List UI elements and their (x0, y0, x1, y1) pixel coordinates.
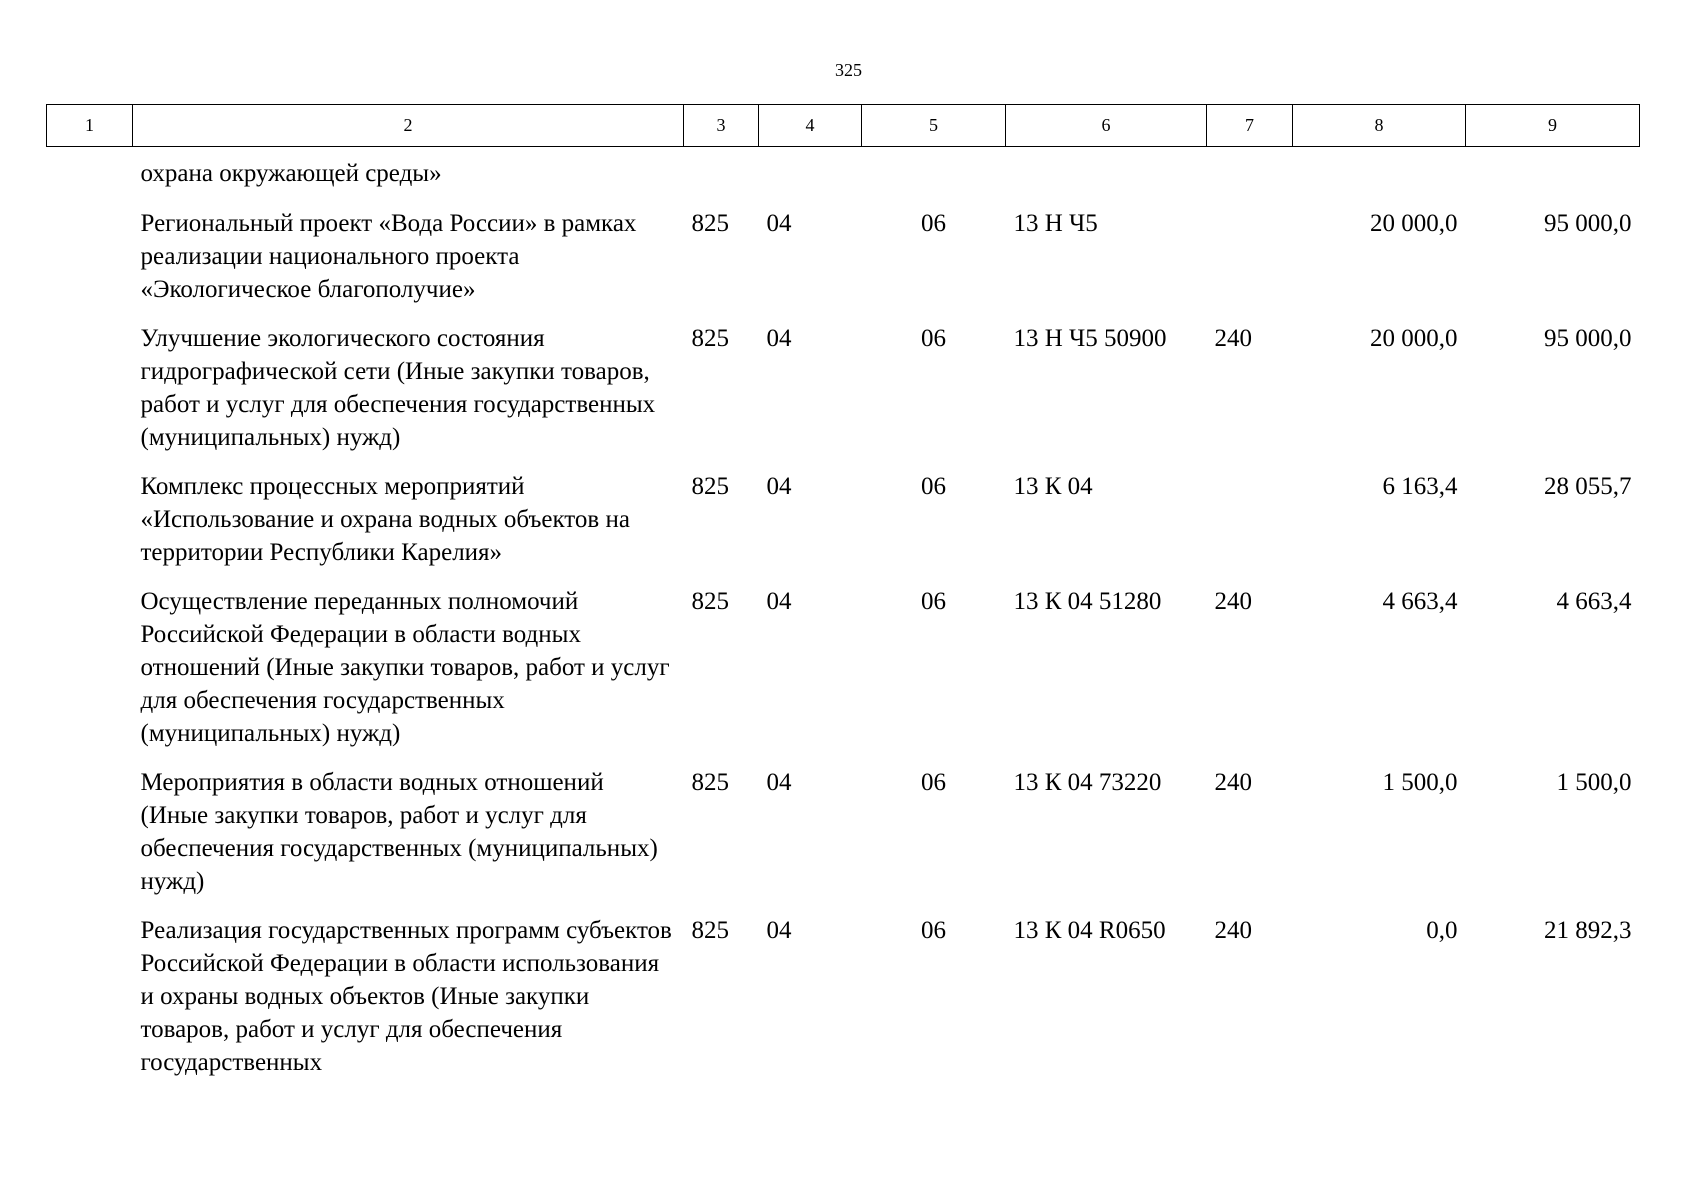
row-col-8: 1 500,0 (1382, 769, 1458, 796)
row-col-9: 95 000,0 (1544, 210, 1632, 237)
row-col-7: 240 (1214, 769, 1252, 796)
table-header (47, 105, 1640, 147)
row-col-6: 13 К 04 R0650 (1013, 917, 1166, 944)
table-row (47, 898, 1640, 1079)
row-name: Мероприятия в области водных отношений (Иные закупки товаров, работ и услуг для обеспечения государственных (муниципальных) нужд) (140, 769, 658, 895)
continuation-row (47, 147, 1640, 191)
row-col-6: 13 К 04 (1013, 473, 1093, 500)
row-col-4: 04 (766, 473, 792, 500)
row-col-5: 06 (921, 917, 946, 944)
row-col-7 (1207, 454, 1293, 569)
table-row (47, 454, 1640, 569)
header-row (47, 105, 1640, 147)
row-col-7: 240 (1214, 588, 1252, 615)
header-col-9: 9 (1466, 105, 1640, 147)
header-col-8: 8 (1293, 105, 1466, 147)
row-col-4: 04 (766, 210, 792, 237)
header-col-4: 4 (759, 105, 862, 147)
row-col-8: 20 000,0 (1370, 325, 1458, 352)
row-col-9: 21 892,3 (1544, 917, 1632, 944)
row-col-4: 04 (766, 588, 792, 615)
row-col-6: 13 Н Ч5 50900 (1013, 325, 1167, 352)
header-col-7: 7 (1207, 105, 1293, 147)
row-col-4: 04 (766, 917, 792, 944)
continuation-text: охрана окружающей среды» (140, 160, 442, 187)
row-col-7: 240 (1214, 917, 1252, 944)
row-name: Осуществление переданных полномочий Российской Федерации в области водных отношений (Иные закупки товаров, работ и услуг для обеспечения государственных (муниципальных) нужд) (140, 588, 670, 747)
row-col-4: 04 (766, 769, 792, 796)
row-col-9: 95 000,0 (1544, 325, 1632, 352)
row-col-6: 13 К 04 73220 (1013, 769, 1162, 796)
row-col-5: 06 (921, 588, 946, 615)
row-col-3: 825 (691, 325, 729, 352)
table-row (47, 190, 1640, 306)
row-col-7 (1207, 190, 1293, 306)
row-col-9: 28 055,7 (1544, 473, 1632, 500)
row-col-5: 06 (921, 473, 946, 500)
row-col-3: 825 (691, 473, 729, 500)
row-col-9: 1 500,0 (1556, 769, 1632, 796)
row-col-6: 13 Н Ч5 (1013, 210, 1098, 237)
row-col-3: 825 (691, 769, 729, 796)
row-name: Улучшение экологического состояния гидрографической сети (Иные закупки товаров, работ и услуг для обеспечения государственных (муниципальных) нужд) (140, 325, 656, 451)
row-col-8: 20 000,0 (1370, 210, 1458, 237)
table-row (47, 569, 1640, 750)
row-col-7: 240 (1214, 325, 1252, 352)
row-col-9: 4 663,4 (1556, 588, 1632, 615)
row-name: Региональный проект «Вода России» в рамках реализации национального проекта «Экологическое благополучие» (140, 210, 637, 303)
row-col-3: 825 (691, 588, 729, 615)
row-col-5: 06 (921, 210, 946, 237)
row-name: Комплекс процессных мероприятий «Использование и охрана водных объектов на территории Республики Карелия» (140, 473, 630, 566)
budget-table (46, 104, 1640, 1079)
header-col-1: 1 (47, 105, 133, 147)
row-col-5: 06 (921, 325, 946, 352)
header-col-6: 6 (1006, 105, 1207, 147)
row-col-8: 0,0 (1426, 917, 1458, 944)
header-col-3: 3 (684, 105, 759, 147)
table-row (47, 750, 1640, 898)
table-row (47, 306, 1640, 454)
row-col-6: 13 К 04 51280 (1013, 588, 1162, 615)
page-number: 325 (835, 60, 862, 80)
row-col-3: 825 (691, 210, 729, 237)
row-col-3: 825 (691, 917, 729, 944)
header-col-5: 5 (862, 105, 1006, 147)
row-col-5: 06 (921, 769, 946, 796)
row-col-8: 4 663,4 (1382, 588, 1458, 615)
row-col-4: 04 (766, 325, 792, 352)
table-body (47, 147, 1640, 1080)
row-col-8: 6 163,4 (1382, 473, 1458, 500)
row-name: Реализация государственных программ субъектов Российской Федерации в области использования и охраны водных объектов (Иные закупки товаров, работ и услуг для обеспечения государственных (140, 917, 672, 1076)
header-col-2: 2 (133, 105, 684, 147)
